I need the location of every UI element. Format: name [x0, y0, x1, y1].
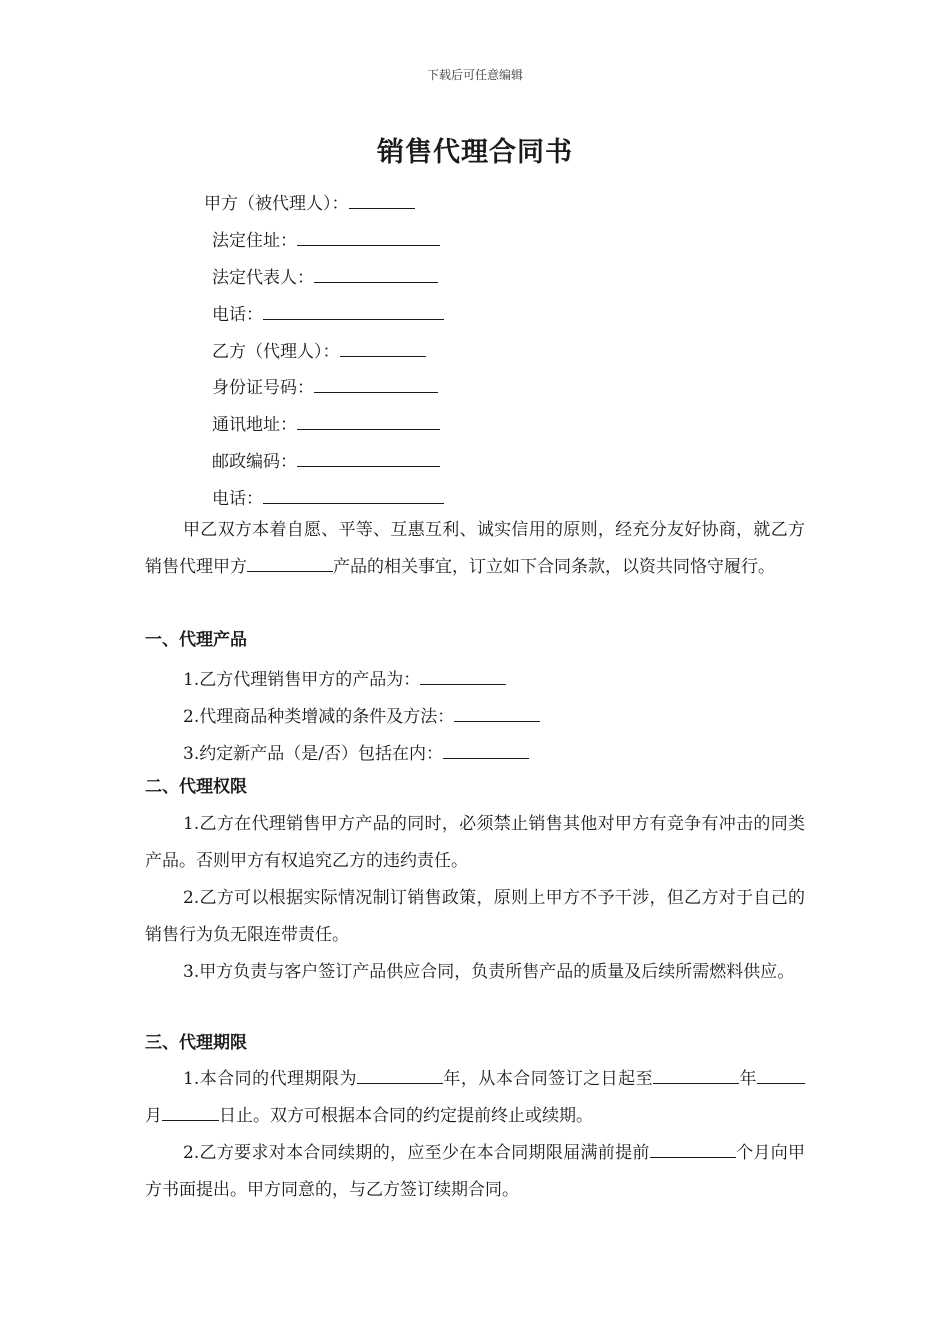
party-a-label: 甲方（被代理人）：	[204, 194, 349, 214]
end-month-blank-a	[757, 1065, 805, 1084]
party-a-line	[204, 190, 415, 216]
renewal-months-blank	[650, 1139, 736, 1158]
section-1-item-1-text: 1.乙方代理销售甲方的产品为：	[183, 670, 421, 690]
renewal-text-1: 2.乙方要求对本合同续期的，应至少在本合同期限届满前提前	[183, 1143, 650, 1163]
section-1-item-3	[183, 740, 529, 766]
term-text-4: 月	[145, 1106, 162, 1126]
party-a-blank	[349, 190, 415, 209]
section-3-item-1	[145, 1061, 805, 1135]
section-1-heading: 一、代理产品	[145, 630, 247, 650]
end-day-blank	[162, 1102, 219, 1121]
phone-b-blank	[263, 485, 444, 504]
renewal-text-2: 个月向甲方书面提出。甲方同意的，与乙方签订续期合同。	[145, 1143, 806, 1200]
intro-paragraph	[145, 512, 805, 586]
term-years-blank	[357, 1065, 443, 1084]
legal-rep-blank	[314, 264, 438, 283]
postcode-label: 邮政编码：	[212, 452, 297, 472]
postcode-line	[212, 448, 440, 474]
section-3-item-2	[145, 1135, 805, 1209]
party-b-label: 乙方（代理人）：	[212, 342, 340, 362]
id-number-blank	[314, 374, 438, 393]
end-year-blank	[653, 1065, 739, 1084]
intro-text-1: 甲乙双方本着自愿、平等、互惠互利、诚实信用的原则，经充分友好协商，就乙方销售代理甲方	[145, 520, 805, 577]
address-line	[212, 227, 440, 253]
term-text-5: 日止。双方可根据本合同的约定提前终止或续期。	[219, 1106, 593, 1126]
term-text-3: 年	[739, 1069, 758, 1089]
section-1-item-1	[183, 666, 506, 692]
section-2-item-2: 2.乙方可以根据实际情况制订销售政策，原则上甲方不予干涉，但乙方对于自己的销售行为负无限连带责任。	[145, 888, 805, 945]
section-2-heading: 二、代理权限	[145, 777, 247, 797]
legal-rep-line	[212, 264, 438, 290]
phone-a-blank	[263, 301, 444, 320]
id-number-line	[212, 374, 438, 400]
phone-b-line	[212, 485, 444, 511]
address-label: 法定住址：	[212, 231, 297, 251]
party-b-line	[212, 338, 426, 364]
section-1-item-3-blank	[443, 740, 529, 759]
term-text-1: 1.本合同的代理期限为	[183, 1069, 357, 1089]
id-number-label: 身份证号码：	[212, 378, 314, 398]
header-note: 下载后可任意编辑	[426, 68, 523, 82]
mail-address-label: 通讯地址：	[212, 415, 297, 435]
section-3-heading: 三、代理期限	[145, 1033, 247, 1053]
section-1-item-2-blank	[454, 703, 540, 722]
section-1-item-1-blank	[420, 666, 506, 685]
party-b-blank	[340, 338, 426, 357]
legal-rep-label: 法定代表人：	[212, 268, 314, 288]
document-title: 销售代理合同书	[377, 137, 573, 168]
section-1-item-2	[183, 703, 540, 729]
phone-a-label: 电话：	[212, 305, 263, 325]
section-2-item-1: 1.乙方在代理销售甲方产品的同时，必须禁止销售其他对甲方有竞争有冲击的同类产品。否则甲方有权追究乙方的违约责任。	[145, 814, 805, 871]
phone-a-line	[212, 301, 444, 327]
mail-address-line	[212, 411, 440, 437]
section-1-item-2-text: 2.代理商品种类增减的条件及方法：	[183, 707, 455, 727]
intro-text-2: 产品的相关事宜，订立如下合同条款，以资共同恪守履行。	[333, 557, 775, 577]
phone-b-label: 电话：	[212, 489, 263, 509]
product-name-blank	[247, 553, 333, 572]
section-1-item-3-text: 3.约定新产品（是/否）包括在内：	[183, 744, 443, 764]
term-text-2: 年，从本合同签订之日起至	[442, 1069, 654, 1089]
section-2-item-3: 3.甲方负责与客户签订产品供应合同，负责所售产品的质量及后续所需燃料供应。	[183, 962, 795, 982]
address-blank	[297, 227, 440, 246]
mail-address-blank	[297, 411, 440, 430]
postcode-blank	[297, 448, 440, 467]
